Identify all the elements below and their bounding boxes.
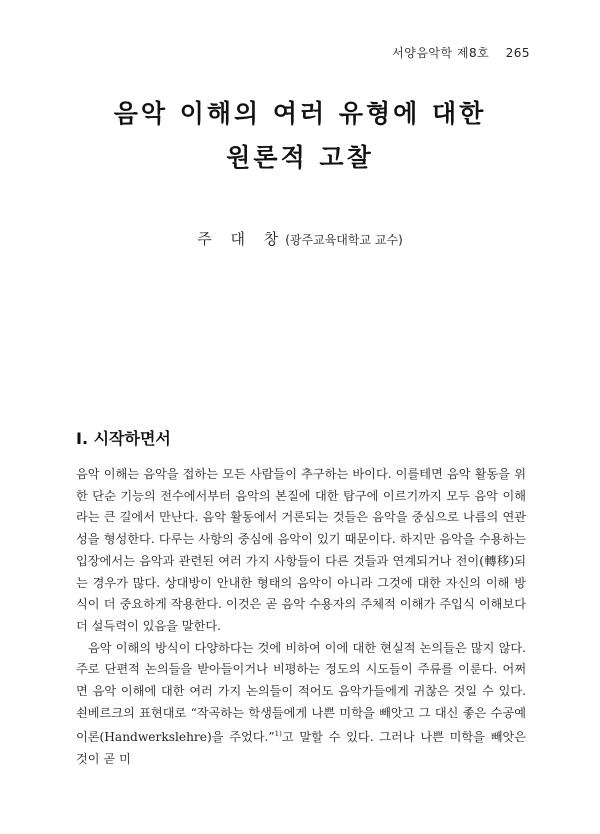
paragraph-2-part-1: 음악 이해의 방식이 다양하다는 것에 비하여 이에 대한 현실적 논의들은 많지 않다. 주로 단편적 논의들을 받아들이거나 비평하는 정도의 시도들이 주류를 이룬다. 어쩌면 음악 이해에 대한 여러 가지 논의들이 적어도 음악가들에게 귀찮은 것일 수 있다. 쇤베르크의 표현대로 “작곡하는 학생들에게 나쁜 미학을 빼앗고 그 대신 좋은 수공예이론(Handwerkslehre)을 주었다.” (76, 640, 526, 745)
author-affiliation: (광주교육대학교 교수) (285, 233, 403, 247)
footnote-marker[interactable]: 1) (274, 730, 282, 739)
paper-title-line-2: 원론적 고찰 (226, 143, 374, 172)
paragraph-1: 음악 이해는 음악을 접하는 모든 사람들이 추구하는 바이다. 이를테면 음악 활동을 위한 단순 기능의 전수에서부터 음악의 본질에 대한 탐구에 이르기까지 모두 음악 이해라는 큰 길에서 만난다. 음악 활동에서 거론되는 것들은 음악을 중심으로 나름의 연관성을 형성한다. 다루는 사항의 중심에 음악이 있기 때문이다. 하지만 음악을 수용하는 입장에서는 음악과 관련된 여러 가지 사항들이 다른 것들과 연계되거나 전이(轉移)되는 경우가 많다. 상대방이 안내한 형태의 음악이 아니라 그것에 대한 자신의 이해 방식이 더 중요하게 작용한다. 이것은 곧 음악 수용자의 주체적 이해가 주입식 이해보다 더 설득력이 있음을 말한다. (76, 467, 526, 633)
title-block (0, 92, 600, 180)
section-heading: I. 시작하면서 (76, 429, 171, 448)
paragraph-2-part-2: 고 말할 수 있다. 그러나 나쁜 미학을 빼앗은 것이 곧 미 (76, 730, 527, 767)
page-number: 265 (505, 46, 530, 60)
author-block (0, 228, 600, 249)
journal-name: 서양음악학 제8호 (392, 46, 490, 60)
author-name: 주 대 창 (197, 230, 286, 248)
paragraph-2 (76, 638, 526, 771)
paper-title-line-1: 음악 이해의 여러 유형에 대한 (113, 99, 487, 128)
body-text (76, 464, 526, 771)
running-header (392, 44, 530, 61)
